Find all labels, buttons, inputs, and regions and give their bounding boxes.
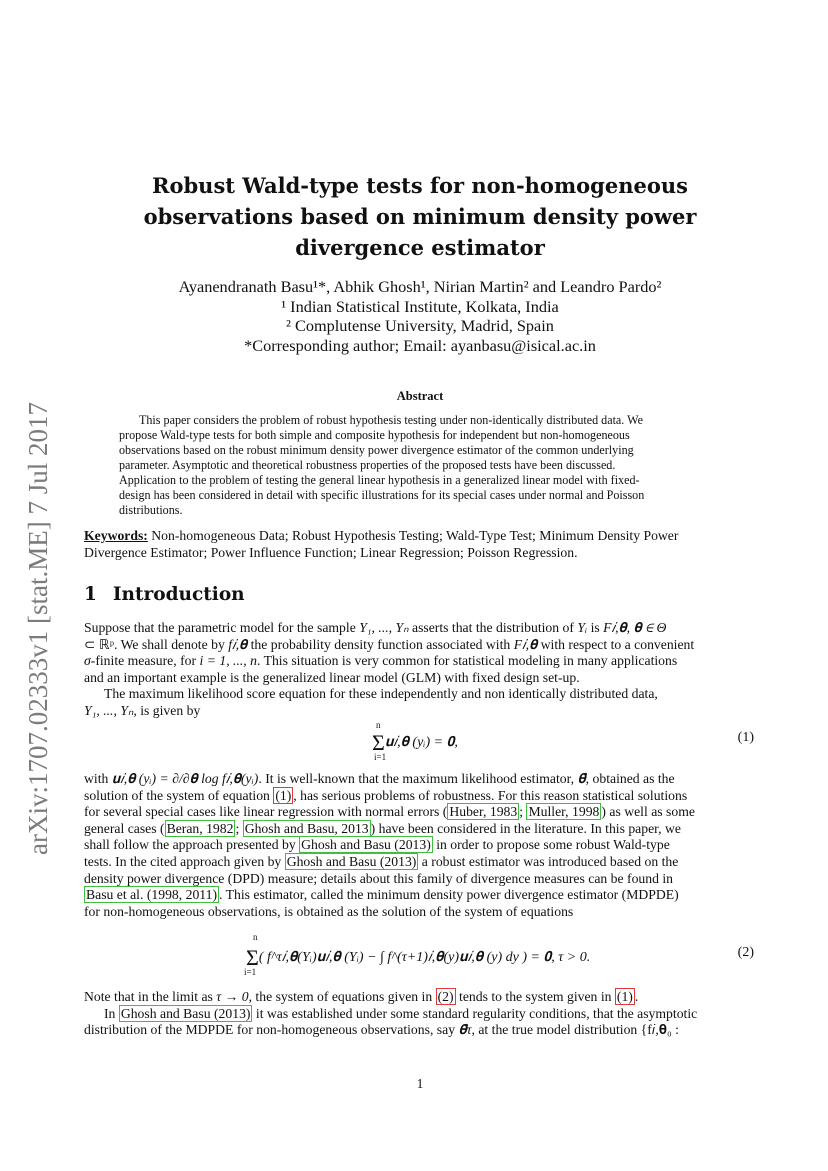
sum-lower-limit: i=1: [244, 967, 257, 977]
title-line: Robust Wald-type tests for non-homogeneous: [152, 173, 688, 198]
citation-link[interactable]: Ghosh and Basu, 2013: [244, 820, 369, 836]
text: is: [587, 620, 604, 635]
math: F𝑖,𝛉, 𝛉 ∈ Θ: [603, 620, 667, 635]
text: distribution of the MDPDE for non-homogeneous observations, say: [84, 1022, 459, 1038]
author-names: Ayanendranath Basu¹*, Abhik Ghosh¹, Nirian Martin² and Leandro Pardo²: [178, 277, 662, 296]
paragraph: [84, 771, 756, 920]
arxiv-identifier: arXiv:1707.02333v1 [stat.ME] 7 Jul 2017: [23, 402, 53, 855]
text: .: [634, 989, 639, 1004]
equation-body: [246, 945, 590, 971]
title-line: divergence estimator: [295, 235, 545, 260]
keywords-label: Keywords:: [84, 528, 148, 543]
text: density power divergence (DPD) measure; details about this family of divergence measures can be found in: [84, 870, 674, 886]
text: it was established under some standard regularity conditions, that the asymptotic: [252, 1005, 698, 1021]
math: F𝑖,𝛉: [513, 636, 538, 652]
citation-link[interactable]: Basu et al. (1998, 2011): [86, 887, 218, 903]
text: . This situation is very common for statistical modeling in many applications: [257, 653, 678, 669]
text: asserts that the distribution of: [408, 620, 578, 635]
section-heading: [84, 584, 245, 605]
abstract-line: Application to the problem of testing the general linear hypothesis in a generalized linear model with fixed-: [119, 473, 640, 487]
keywords-list: Non-homogeneous Data; Robust Hypothesis Testing; Wald-Type Test; Minimum Density Power: [147, 528, 679, 543]
citation-link[interactable]: Muller, 1998: [528, 804, 600, 820]
text: -finite measure, for: [90, 653, 200, 669]
sum-upper-limit: n: [376, 720, 381, 730]
section-number: 1: [84, 584, 97, 605]
text: the probability density function associated with: [247, 636, 514, 652]
equation-1: [84, 720, 756, 762]
equation-reference-link[interactable]: (2): [437, 989, 454, 1004]
equation-2: [84, 932, 756, 976]
sum-symbol: Σ: [246, 945, 259, 970]
text: , obtained as the: [585, 771, 675, 786]
math: Yᵢ: [577, 620, 588, 635]
text: a robust estimator was introduced based on the: [418, 853, 679, 869]
paper-title: [120, 170, 720, 263]
text: In: [104, 1005, 119, 1021]
text: . This estimator, called the minimum density power divergence estimator (MDPDE): [219, 887, 679, 903]
text: tends to the system given in: [455, 989, 615, 1004]
citation-link[interactable]: Huber, 1983: [449, 804, 518, 820]
citation-link[interactable]: Beran, 1982: [166, 820, 234, 836]
text: ;: [235, 820, 243, 836]
math: σ: [84, 653, 91, 669]
abstract-text: [119, 413, 720, 518]
text: for several special cases like linear regression with normal errors (: [84, 804, 448, 820]
sum-lower-limit: i=1: [374, 752, 387, 762]
text: ;: [519, 804, 527, 820]
text: with respect to a convenient: [537, 636, 695, 652]
page-number: 1: [416, 1076, 424, 1091]
sum-symbol: Σ: [372, 730, 385, 755]
citation-link[interactable]: Ghosh and Basu (2013): [120, 1005, 251, 1021]
math: i = 1, ..., n: [199, 653, 257, 669]
math: 𝛉̂: [577, 771, 586, 786]
text: shall follow the approach presented by: [84, 837, 300, 853]
equation-reference-link[interactable]: (1): [275, 787, 292, 803]
text: and an important example is the generalized linear model (GLM) with fixed design set-up.: [84, 669, 580, 685]
equation-number: (1): [737, 730, 754, 745]
math: 𝛉̂τ: [458, 1022, 472, 1038]
abstract-line: design has been considered in detail with specific illustrations for its special cases under normal and Poisson: [119, 488, 645, 502]
paragraph: [84, 686, 756, 719]
math: τ → 0: [216, 989, 249, 1004]
sum-upper-limit: n: [253, 932, 258, 942]
text: , has serious problems of robustness. For this reason statistical solutions: [293, 787, 688, 803]
text: in order to propose some robust Wald-type: [432, 837, 670, 853]
title-line: observations based on minimum density power: [143, 204, 697, 229]
text: Note that in the limit as: [84, 989, 217, 1004]
text: with: [84, 771, 112, 786]
text: , the system of equations given in: [248, 989, 436, 1004]
math: f𝑖,𝛉: [228, 636, 248, 652]
math: Y₁, ..., Yₙ: [359, 620, 409, 635]
text: Suppose that the parametric model for the sample: [84, 620, 360, 635]
abstract-line: observations based on the robust minimum density power divergence estimator of the common underlying: [119, 443, 634, 457]
text: general cases (: [84, 820, 165, 836]
affiliation-1: ¹ Indian Statistical Institute, Kolkata, India: [281, 296, 559, 316]
math: 𝐮𝑖,𝛉 (yᵢ) = ∂/∂𝛉 log f𝑖,𝛉(yᵢ): [111, 771, 259, 786]
text: , is given by: [133, 702, 201, 718]
section-title: Introduction: [112, 584, 245, 605]
citation-link[interactable]: Ghosh and Basu (2013): [301, 837, 431, 853]
affiliation-2: ² Complutense University, Madrid, Spain: [286, 316, 554, 335]
text: solution of the system of equation: [84, 787, 274, 803]
equation-reference-link[interactable]: (1): [616, 989, 633, 1004]
abstract-line: propose Wald-type tests for both simple and composite hypothesis for independent but non-homogeneous: [119, 428, 630, 442]
citation-link[interactable]: Ghosh and Basu (2013): [286, 853, 417, 869]
text: ) as well as some: [601, 804, 695, 820]
text: , at the true model distribution {f𝑖,𝛉₀ :: [471, 1022, 679, 1038]
author-block: [100, 277, 740, 355]
text: tests. In the cited approach given by: [84, 853, 285, 869]
abstract-line: parameter. Asymptotic and theoretical robustness properties of the proposed tests have been discussed.: [119, 458, 616, 472]
abstract-heading: Abstract: [396, 389, 444, 403]
text: for non-homogeneous observations, is obtained as the solution of the system of equations: [84, 903, 574, 919]
abstract-line: distributions.: [119, 503, 183, 517]
keywords-list: Divergence Estimator; Power Influence Function; Linear Regression; Poisson Regression.: [84, 544, 578, 560]
equation-number: (2): [737, 945, 754, 960]
keywords: [84, 528, 756, 561]
abstract-line: This paper considers the problem of robust hypothesis testing under non-identically distributed data. We: [139, 413, 643, 427]
text: . We shall denote by: [114, 636, 229, 652]
math: ⊂ ℝᵖ: [84, 636, 114, 652]
equation-expression: ( f^τ𝑖,𝛉(Yᵢ)𝐮𝑖,𝛉 (Yᵢ) − ∫ f^(τ+1)𝑖,𝛉(y)𝐮𝑖,𝛉 (y) dy ) = 𝟎, τ > 0.: [258, 950, 591, 965]
text: ) have been considered in the literature. In this paper, we: [370, 820, 681, 836]
math: Y₁, ..., Yₙ: [84, 702, 134, 718]
text: The maximum likelihood score equation for these independently and non identically distributed data,: [104, 686, 658, 701]
equation-expression: 𝐮𝑖,𝛉 (yᵢ) = 𝟎,: [384, 735, 458, 750]
paragraph: [84, 620, 756, 686]
text: . It is well-known that the maximum likelihood estimator,: [258, 771, 578, 786]
equation-body: [372, 730, 458, 756]
paragraph: [84, 989, 756, 1039]
corresponding-author: *Corresponding author; Email: ayanbasu@isical.ac.in: [244, 335, 596, 355]
